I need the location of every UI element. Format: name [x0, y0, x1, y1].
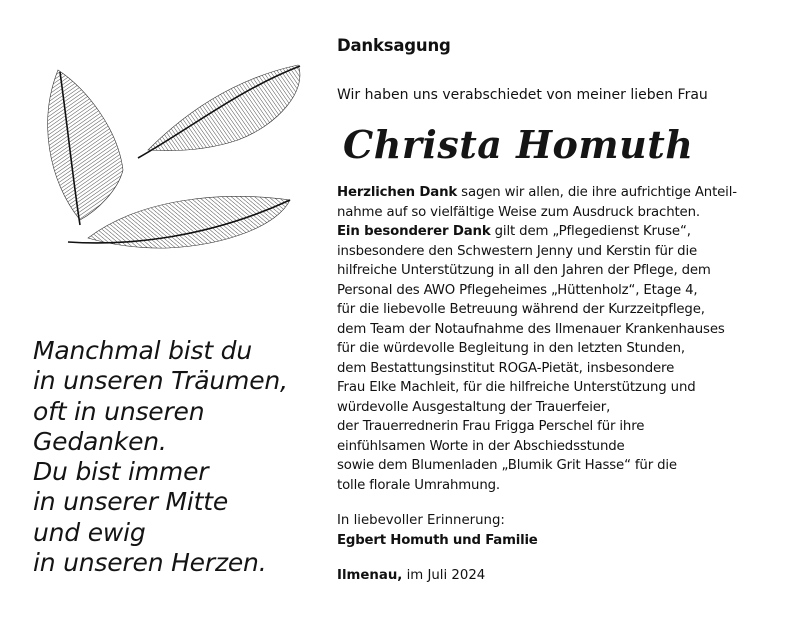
- intro-line: Wir haben uns verabschiedet von meiner lieben Frau: [337, 87, 708, 103]
- place-date-text: im Juli 2024: [402, 568, 486, 583]
- thanks-line: [337, 183, 777, 203]
- thanks-line: dem Team der Notaufnahme des Ilmenauer Krankenhauses: [337, 321, 725, 337]
- notice-text: [337, 28, 777, 586]
- feathers-illustration: [28, 50, 318, 260]
- poem-line: Manchmal bist du: [33, 336, 252, 365]
- signature-line: In liebevoller Erinnerung:: [337, 513, 505, 528]
- thanks-line: sowie dem Blumenladen „Blumik Grit Hasse“ für die: [337, 458, 677, 473]
- thanks-line: dem Bestattungsinstitut ROGA-Pietät, insbesondere: [337, 360, 675, 376]
- poem-line: in unseren Herzen.: [33, 548, 267, 578]
- thanks-line: [337, 222, 777, 242]
- thanks-line: für die würdevolle Begleitung in den letzten Stunden,: [337, 341, 685, 356]
- special-thanks-rest: gilt dem „Pflegedienst Kruse“,: [490, 224, 691, 239]
- thanks-line: würdevolle Ausgestaltung der Trauerfeier,: [337, 399, 611, 415]
- poem-line: oft in unseren: [33, 396, 205, 426]
- deceased-name: Christa Homuth: [343, 122, 694, 167]
- thanks-line: der Trauerrednerin Frau Frigga Perschel für ihre: [337, 419, 645, 434]
- thanks-line: Frau Elke Machleit, für die hilfreiche Unterstützung und: [337, 380, 696, 395]
- thanks-paragraph: [337, 183, 777, 495]
- signature: [337, 511, 777, 550]
- thanks-lead-rest: sagen wir allen, die ihre aufrichtige Anteil-: [457, 185, 737, 200]
- poem-line: in unserer Mitte: [33, 487, 229, 517]
- poem-line: Gedanken.: [33, 426, 167, 456]
- thanks-line: einfühlsamen Worte in der Abschiedsstunde: [337, 438, 625, 454]
- signature-names: Egbert Homuth und Familie: [337, 532, 538, 548]
- thanks-lead-bold: Herzlichen Dank: [337, 185, 458, 200]
- heading: Danksagung: [337, 36, 451, 55]
- special-thanks-bold: Ein besonderer Dank: [337, 224, 491, 239]
- feather-icon: [138, 65, 300, 158]
- thanks-line: tolle florale Umrahmung.: [337, 477, 500, 493]
- poem-line: Du bist immer: [33, 457, 209, 487]
- thanks-line: hilfreiche Unterstützung in all den Jahren der Pflege, dem: [337, 263, 711, 278]
- thanks-line: für die liebevolle Betreuung während der Kurzzeitpflege,: [337, 302, 705, 317]
- thanks-line: insbesondere den Schwestern Jenny und Kerstin für die: [337, 243, 698, 259]
- thanks-line: nahme auf so vielfältige Weise zum Ausdruck brachten.: [337, 204, 700, 220]
- feather-icon: [48, 70, 123, 225]
- thanks-line: Personal des AWO Pflegeheimes „Hüttenholz“, Etage 4,: [337, 282, 698, 298]
- poem-line: und ewig: [33, 517, 146, 547]
- poem: [33, 336, 333, 578]
- place-city: Ilmenau,: [337, 568, 403, 583]
- poem-line: in unseren Träumen,: [33, 366, 288, 396]
- place-date: [337, 566, 777, 586]
